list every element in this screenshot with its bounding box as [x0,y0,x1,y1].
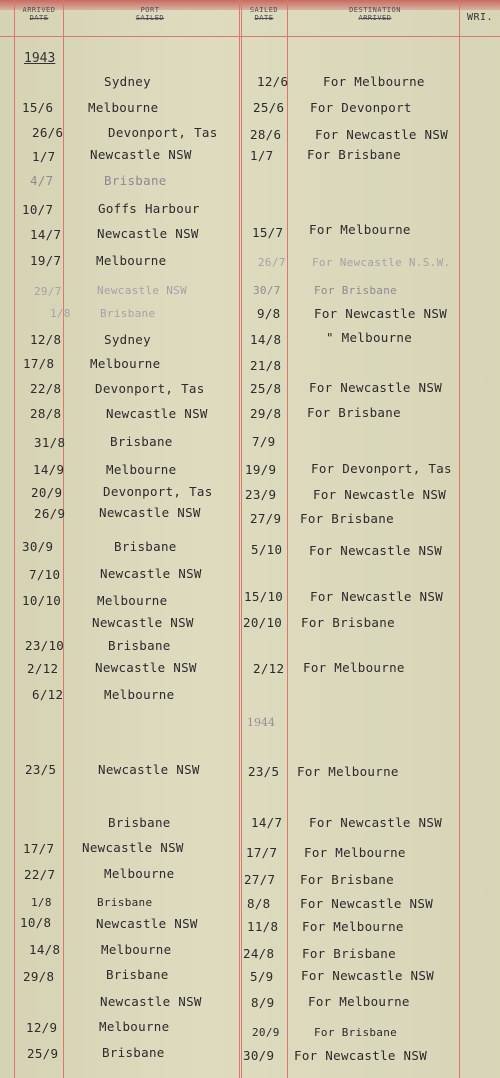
port-cell: Devonport, Tas [108,125,218,140]
sailed-date-cell: 21/8 [250,358,282,373]
destination-cell: For Melbourne [304,845,406,860]
arrived-date-cell: 14/9 [33,462,65,477]
destination-cell: For Devonport [310,100,412,115]
port-cell: Newcastle NSW [100,566,202,581]
arrived-date-cell: 30/9 [22,539,54,554]
sailed-date-cell: 23/5 [248,764,280,779]
arrived-date-cell: 1/8 [50,307,71,320]
year-label-1944: 1944 [247,716,275,729]
port-cell: Brisbane [108,815,171,830]
destination-cell: For Devonport, Tas [311,461,452,476]
header-wri: WRI. [466,12,494,23]
port-cell: Goffs Harbour [98,201,200,216]
sailed-date-cell: 24/8 [243,946,275,961]
destination-cell: For Brisbane [300,872,394,887]
arrived-date-cell: 26/9 [34,506,66,521]
arrived-date-cell: 4/7 [30,173,54,188]
destination-cell: " Melbourne [326,330,413,345]
arrived-date-cell: 29/7 [34,285,62,298]
port-cell: Melbourne [101,942,172,957]
sailed-date-cell: 26/7 [258,256,286,269]
port-cell: Melbourne [104,866,175,881]
arrived-date-cell: 31/8 [34,435,66,450]
destination-cell: For Brisbane [307,405,401,420]
sailed-date-cell: 27/7 [244,872,276,887]
port-cell: Newcastle NSW [82,840,184,855]
destination-cell: For Newcastle NSW [309,815,443,830]
port-cell: Newcastle NSW [99,505,201,520]
rule-line [14,0,15,1078]
rule-line [287,0,288,1078]
destination-cell: For Brisbane [300,511,394,526]
rule-line [239,0,240,1078]
destination-cell: For Melbourne [297,764,399,779]
sailed-date-cell: 20/9 [252,1026,280,1039]
sailed-date-cell: 8/9 [251,995,275,1010]
port-cell: Melbourne [99,1019,170,1034]
port-cell: Melbourne [90,356,161,371]
port-cell: Brisbane [110,434,173,449]
port-cell: Newcastle NSW [106,406,208,421]
destination-cell: For Newcastle NSW [301,968,435,983]
sailed-date-cell: 27/9 [250,511,282,526]
header-rule [0,36,500,37]
port-cell: Brisbane [104,173,167,188]
arrived-date-cell: 29/8 [23,969,55,984]
destination-cell: For Newcastle NSW [294,1048,428,1063]
sailed-date-cell: 19/9 [245,462,277,477]
destination-cell: For Brisbane [314,1026,398,1039]
port-cell: Sydney [104,74,151,89]
sailed-date-cell: 11/8 [247,919,279,934]
destination-cell: For Newcastle NSW [309,543,443,558]
port-cell: Newcastle NSW [96,916,198,931]
port-cell: Brisbane [106,967,169,982]
arrived-date-cell: 7/10 [29,567,61,582]
arrived-date-cell: 1/7 [32,149,56,164]
port-cell: Melbourne [88,100,159,115]
destination-cell: For Newcastle NSW [313,487,447,502]
port-cell: Newcastle NSW [98,762,200,777]
destination-cell: For Melbourne [302,919,404,934]
arrived-date-cell: 22/8 [30,381,62,396]
port-cell: Newcastle NSW [95,660,197,675]
sailed-date-cell: 23/9 [245,487,277,502]
arrived-date-cell: 14/8 [29,942,61,957]
destination-cell: For Newcastle NSW [314,306,448,321]
arrived-date-cell: 14/7 [30,227,62,242]
port-cell: Sydney [104,332,151,347]
arrived-date-cell: 28/8 [30,406,62,421]
sailed-date-cell: 14/8 [250,332,282,347]
header-destination: DESTINATION ARRIVED [349,6,401,22]
destination-cell: For Newcastle N.S.W. [312,256,451,269]
destination-cell: For Melbourne [309,222,411,237]
destination-cell: For Newcastle NSW [315,127,449,142]
sailed-date-cell: 12/6 [257,74,289,89]
arrived-date-cell: 1/8 [31,896,52,909]
port-cell: Newcastle NSW [100,994,202,1009]
destination-cell: For Newcastle NSW [309,380,443,395]
year-label-1943: 1943 [24,51,56,66]
port-cell: Brisbane [97,896,153,909]
destination-cell: For Melbourne [303,660,405,675]
sailed-date-cell: 1/7 [250,148,274,163]
sailed-date-cell: 5/9 [250,969,274,984]
sailed-date-cell: 20/10 [243,615,283,630]
destination-cell: For Brisbane [301,615,395,630]
port-cell: Melbourne [96,253,167,268]
port-cell: Brisbane [100,307,156,320]
port-cell: Newcastle NSW [90,147,192,162]
sailed-date-cell: 25/8 [250,381,282,396]
arrived-date-cell: 23/5 [25,762,57,777]
arrived-date-cell: 10/8 [20,915,52,930]
rule-line [63,0,64,1078]
destination-cell: For Newcastle NSW [310,589,444,604]
sailed-date-cell: 9/8 [257,306,281,321]
arrived-date-cell: 22/7 [24,867,56,882]
arrived-date-cell: 26/6 [32,125,64,140]
sailed-date-cell: 7/9 [252,434,276,449]
sailed-date-cell: 2/12 [253,661,285,676]
destination-cell: For Melbourne [308,994,410,1009]
sailed-date-cell: 28/6 [250,127,282,142]
port-cell: Brisbane [102,1045,165,1060]
sailed-date-cell: 29/8 [250,406,282,421]
arrived-date-cell: 17/8 [23,356,55,371]
sailed-date-cell: 15/7 [252,225,284,240]
port-cell: Devonport, Tas [95,381,205,396]
sailed-date-cell: 15/10 [244,589,284,604]
destination-cell: For Newcastle NSW [300,896,434,911]
header-arrived: ARRIVED DATE [22,6,56,22]
header-port: PORT SAILED [135,6,165,22]
port-cell: Brisbane [108,638,171,653]
port-cell: Newcastle NSW [97,284,187,297]
sailed-date-cell: 5/10 [251,542,283,557]
sailed-date-cell: 14/7 [251,815,283,830]
arrived-date-cell: 2/12 [27,661,59,676]
arrived-date-cell: 10/7 [22,202,54,217]
destination-cell: For Brisbane [314,284,398,297]
arrived-date-cell: 17/7 [23,841,55,856]
arrived-date-cell: 23/10 [25,638,65,653]
sailed-date-cell: 17/7 [246,845,278,860]
rule-line [459,0,460,1078]
arrived-date-cell: 19/7 [30,253,62,268]
arrived-date-cell: 25/9 [27,1046,59,1061]
destination-cell: For Brisbane [307,147,401,162]
port-cell: Melbourne [106,462,177,477]
header-sailed: SAILED DATE [249,6,279,22]
sailed-date-cell: 30/9 [243,1048,275,1063]
port-cell: Melbourne [104,687,175,702]
arrived-date-cell: 15/6 [22,100,54,115]
destination-cell: For Melbourne [323,74,425,89]
port-cell: Newcastle NSW [97,226,199,241]
rule-line [241,0,242,1078]
port-cell: Devonport, Tas [103,484,213,499]
arrived-date-cell: 10/10 [22,593,62,608]
arrived-date-cell: 12/8 [30,332,62,347]
port-cell: Newcastle NSW [92,615,194,630]
sailed-date-cell: 25/6 [253,100,285,115]
arrived-date-cell: 12/9 [26,1020,58,1035]
arrived-date-cell: 6/12 [32,687,64,702]
destination-cell: For Brisbane [302,946,396,961]
port-cell: Melbourne [97,593,168,608]
arrived-date-cell: 20/9 [31,485,63,500]
sailed-date-cell: 30/7 [253,284,281,297]
sailed-date-cell: 8/8 [247,896,271,911]
port-cell: Brisbane [114,539,177,554]
